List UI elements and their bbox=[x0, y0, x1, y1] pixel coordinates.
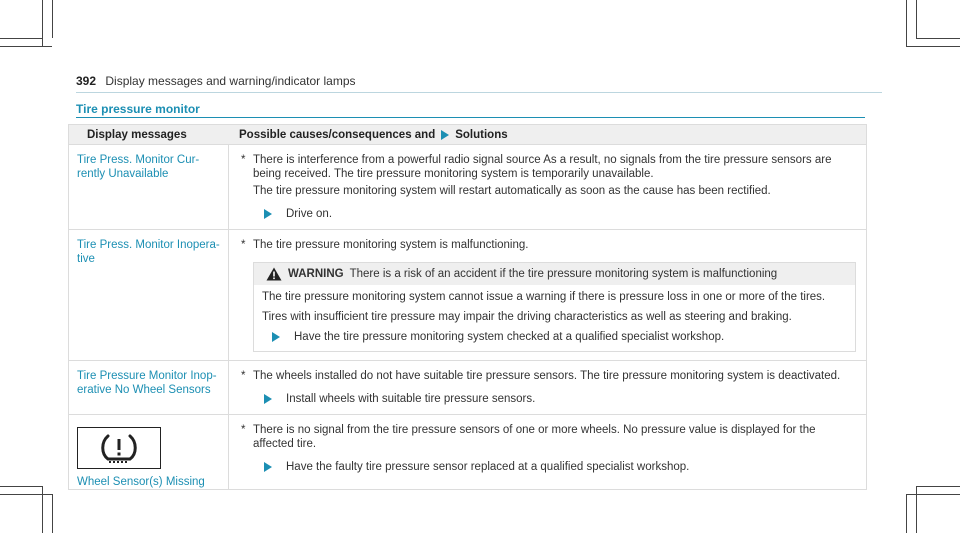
action-arrow-icon bbox=[264, 394, 272, 404]
crop-mark bbox=[52, 494, 53, 533]
warning-title: There is a risk of an accident if the tire pressure monitoring system is malfunctioning bbox=[349, 268, 778, 280]
table-row bbox=[69, 230, 866, 361]
display-message: Tire Press. Monitor Inopera- tive bbox=[69, 230, 229, 360]
section-divider bbox=[76, 117, 865, 118]
crop-mark bbox=[52, 0, 53, 38]
action-text: Have the faulty tire pressure sensor replaced at a qualified specialist workshop. bbox=[286, 461, 690, 473]
crop-mark bbox=[906, 46, 960, 47]
cause-text: There is interference from a powerful radio signal source As a result, no signals from the tire pressure sensors are being received. The tire pressure monitoring system is temporarily unavailable. bbox=[253, 154, 832, 180]
column-header-causes: Possible causes/consequences and Solutions bbox=[239, 128, 508, 141]
crop-mark bbox=[0, 38, 42, 39]
tire-pressure-warning-icon bbox=[77, 427, 161, 469]
cause-text: There is no signal from the tire pressure sensors of one or more wheels. No pressure value is displayed for the affected tire. bbox=[253, 424, 816, 450]
crop-mark bbox=[906, 494, 907, 533]
bullet-marker: * bbox=[241, 424, 246, 436]
crop-mark bbox=[906, 494, 960, 495]
crop-mark bbox=[916, 38, 960, 39]
crop-mark bbox=[0, 486, 42, 487]
action-arrow-icon bbox=[272, 332, 280, 342]
cause-text: The tire pressure monitoring system is malfunctioning. bbox=[253, 239, 529, 251]
display-message: Tire Pressure Monitor Inop- erative No Wheel Sensors bbox=[69, 361, 229, 414]
action-step bbox=[241, 460, 856, 474]
crop-mark bbox=[916, 0, 917, 38]
page-header bbox=[76, 74, 356, 88]
cause-cell bbox=[229, 361, 866, 414]
warning-text: Tires with insufficient tire pressure may impair the driving characteristics as well as steering and braking. bbox=[262, 311, 792, 323]
bullet-marker: * bbox=[241, 239, 246, 251]
table-header bbox=[69, 125, 866, 145]
display-message-cell bbox=[69, 415, 229, 489]
action-step bbox=[262, 330, 847, 344]
warning-label: WARNING bbox=[288, 268, 344, 280]
cause-cell bbox=[229, 415, 866, 489]
action-arrow-icon bbox=[264, 209, 272, 219]
header-title: Display messages and warning/indicator lamps bbox=[105, 74, 356, 88]
page-number: 392 bbox=[76, 74, 97, 88]
action-arrow-icon bbox=[264, 462, 272, 472]
action-step bbox=[241, 392, 856, 406]
cause-cell bbox=[229, 145, 866, 229]
bullet-marker: * bbox=[241, 370, 246, 382]
action-text: Install wheels with suitable tire pressure sensors. bbox=[286, 393, 536, 405]
table-row bbox=[69, 145, 866, 230]
column-header-display-messages: Display messages bbox=[87, 128, 187, 141]
note-text: The tire pressure monitoring system will restart automatically as soon as the cause has been rectified. bbox=[253, 185, 771, 197]
action-text: Have the tire pressure monitoring system checked at a qualified specialist workshop. bbox=[294, 331, 725, 343]
warning-body bbox=[254, 285, 855, 351]
table-row bbox=[69, 361, 866, 415]
table-row bbox=[69, 415, 866, 490]
crop-mark bbox=[42, 0, 43, 46]
display-message: Wheel Sensor(s) Missing bbox=[77, 476, 205, 488]
warning-text: The tire pressure monitoring system cannot issue a warning if there is pressure loss in one or more of the tires. bbox=[262, 291, 826, 303]
display-message: Tire Press. Monitor Cur- rently Unavailable bbox=[69, 145, 229, 229]
cause-cell bbox=[229, 230, 866, 360]
crop-mark bbox=[0, 494, 52, 495]
crop-mark bbox=[0, 46, 52, 47]
warning-header bbox=[254, 263, 855, 285]
crop-mark bbox=[916, 486, 960, 487]
action-text: Drive on. bbox=[286, 208, 333, 220]
messages-table bbox=[68, 124, 867, 490]
crop-mark bbox=[906, 0, 907, 46]
warning-box bbox=[253, 262, 856, 352]
bullet-marker: * bbox=[241, 154, 246, 166]
cause-text: The wheels installed do not have suitable tire pressure sensors. The tire pressure monitoring system is deactivated. bbox=[253, 370, 841, 382]
header-divider bbox=[76, 92, 882, 93]
warning-triangle-icon bbox=[266, 267, 282, 281]
section-title: Tire pressure monitor bbox=[76, 102, 200, 116]
solution-arrow-icon bbox=[441, 130, 449, 140]
action-step bbox=[241, 207, 856, 221]
